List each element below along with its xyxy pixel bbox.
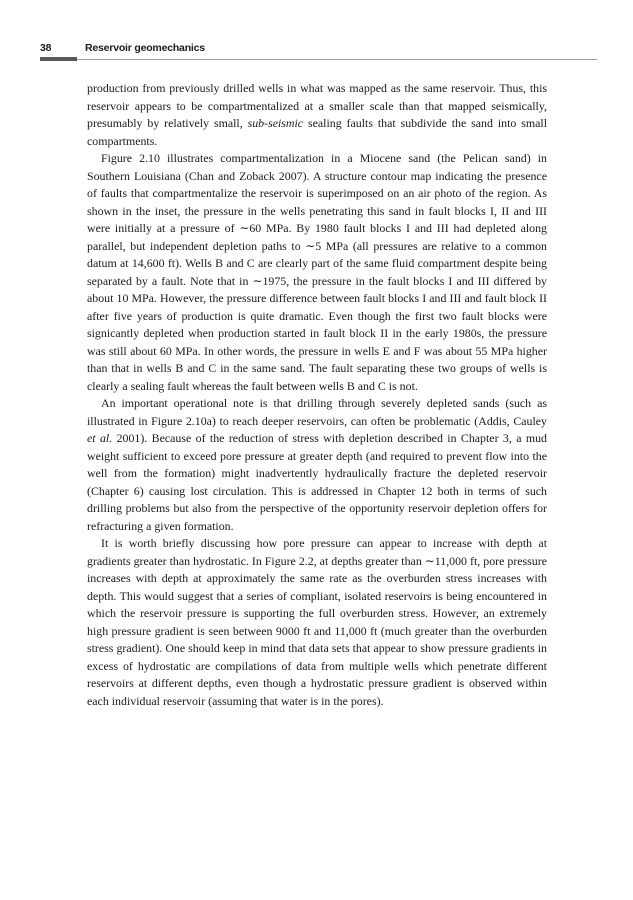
paragraph-1-text-b: sealing faults that subdivide the sand into small compartments. <box>87 116 548 148</box>
paragraph-3-emphasis: et al. <box>87 431 113 445</box>
paragraph-3-text-a: An important operational note is that drilling through severely depleted sands (such as illustrated in Figure 2.10a) to reach deeper reservoirs, can often be problematic (Addis, Cauley <box>87 396 547 428</box>
paragraph-1-emphasis: sub-seismic <box>247 116 304 130</box>
paragraph-3-text-b: 2001). Because of the reduction of stress with depletion described in Chapter 3, a mud weight sufficient to exceed pore pressure at greater depth (and required to prevent flow into the well from the formation) might inadvertently hydraulically fracture the depleted reservoir (Chapter 6) causing lost circulation. This is addressed in Chapter 12 both in terms of such drilling problems but also from the perspective of the opportunity reservoir depletion offers for refracturing a given formation. <box>87 431 547 533</box>
header-rule-thick <box>40 57 77 61</box>
page-header <box>40 42 560 72</box>
body-text <box>87 80 547 710</box>
paragraph-1 <box>87 80 547 150</box>
header-rule-thin <box>77 59 597 60</box>
page-number: 38 <box>40 42 52 54</box>
running-title: Reservoir geomechanics <box>85 42 205 54</box>
paragraph-4: It is worth briefly discussing how pore pressure can appear to increase with depth at gradients greater than hydrostatic. In Figure 2.2, at depths greater than ∼11,000 ft, pore pressure increases with depth at approximately the same rate as the overburden stress increases with depth. This would suggest that a series of compliant, isolated reservoirs is being encountered in which the reservoir pressure is supporting the full overburden stress. However, an extremely high pressure gradient is seen between 9000 ft and 11,000 ft (much greater than the overburden stress gradient). One should keep in mind that data sets that appear to show pressure gradients in excess of hydrostatic are compilations of data from multiple wells which penetrate different reservoirs at different depths, even though a hydrostatic pressure gradient is observed within each individual reservoir (assuming that water is in the pores). <box>87 536 547 708</box>
paragraph-1-text-a: production from previously drilled wells in what was mapped as the same reservoir. Thus, this reservoir appears to be compartmentalized at a smaller scale than that mapped seismically, presumably by relatively small, <box>87 81 547 130</box>
paragraph-3 <box>87 395 547 535</box>
paragraph-2: Figure 2.10 illustrates compartmentalization in a Miocene sand (the Pelican sand) in Southern Louisiana (Chan and Zoback 2007). A structure contour map indicating the presence of faults that compartmentalize the reservoir is superimposed on an air photo of the region. As shown in the inset, the pressure in the wells penetrating this sand in fault blocks I, II and III were initially at a pressure of ∼60 MPa. By 1980 fault blocks I and III had depleted along parallel, but independent depletion paths to ∼5 MPa (all pressures are relative to a common datum at 14,600 ft). Wells B and C are clearly part of the same fluid compartment despite being separated by a fault. Note that in ∼1975, the pressure in the fault blocks I and III differed by about 10 MPa. However, the pressure difference between fault blocks I and III and fault block II after five years of production is quite dramatic. Even though the first two fault blocks were signicantly depleted when production started in fault block II in the early 1980s, the pressure was still about 60 MPa. In other words, the pressure in wells E and F was about 55 MPa higher than that in wells B and C in the same sand. The fault separating these two groups of wells is clearly a sealing fault whereas the fault between wells B and C is not. <box>87 151 547 393</box>
